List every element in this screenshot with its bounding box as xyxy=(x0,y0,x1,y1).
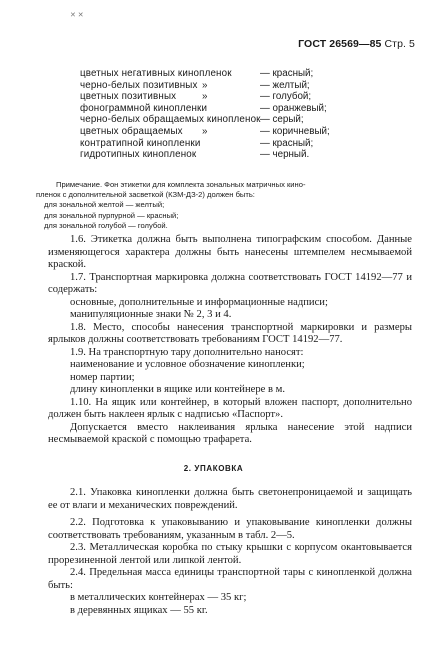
film-type: фонограммной кинопленки xyxy=(80,102,208,114)
label-color: — коричневый; xyxy=(260,125,330,137)
film-type: цветных позитивных xyxy=(80,91,177,103)
label-color: — красный; xyxy=(260,137,314,149)
note-line: Примечание. Фон этикетки для комплекта зональных матричных кино- xyxy=(56,180,306,189)
ditto-mark: » xyxy=(202,125,208,137)
list-item xyxy=(80,126,410,138)
list-item xyxy=(80,103,410,115)
clause-2-4-item: в деревянных ящиках — 55 кг. xyxy=(70,604,208,616)
clause-1-10: 1.10. На ящик или контейнер, в который вложен паспорт, дополнительно должен быть наклеен ярлык с надписью «Паспорт». xyxy=(48,396,412,420)
note-line: для зональной голубой — голубой. xyxy=(44,220,168,230)
clause-2-2: 2.2. Подготовка к упаковыванию и упаковывание кинопленки должны соответствовать требованиям, указанным в табл. 2—5. xyxy=(48,517,412,541)
clause-2-4-item: в металлических контейнерах — 35 кг; xyxy=(70,592,247,603)
ditto-mark: » xyxy=(202,79,208,91)
ditto-mark: » xyxy=(202,91,208,103)
note-block xyxy=(36,180,411,231)
list-item xyxy=(80,149,410,161)
section-title: 2. УПАКОВКА xyxy=(183,464,244,473)
label-color: — голубой; xyxy=(260,91,312,103)
clause-1-7-item: манипуляционные знаки № 2, 3 и 4. xyxy=(70,309,232,320)
clause-2-3: 2.3. Металлическая коробка по стыку крышки с корпусом окантовывается прорезиненной лентой или липкой лентой. xyxy=(48,542,412,566)
page-header xyxy=(298,38,415,50)
clause-1-6: 1.6. Этикетка должна быть выполнена типографским способом. Данные изменяющегося характера должны быть нанесены штемпелем несмываемой краской. xyxy=(48,234,412,270)
film-type: контратипной кинопленки xyxy=(80,137,201,149)
note-line: для зональной пурпурной — красный; xyxy=(44,210,179,220)
section-1-clauses xyxy=(48,234,412,447)
list-item xyxy=(80,80,410,92)
page-number: Стр. 5 xyxy=(384,38,415,50)
note-line: пленок с дополнительной засветкой (КЗМ-ДЗ-2) должен быть: xyxy=(36,190,255,200)
film-color-list xyxy=(80,68,410,161)
clause-1-7: 1.7. Транспортная маркировка должна соответствовать ГОСТ 14192—77 и содержать: xyxy=(48,271,412,295)
note-line: для зональной желтой — желтый; xyxy=(44,200,165,210)
list-item xyxy=(80,114,410,126)
clause-1-9-item: номер партии; xyxy=(70,371,135,383)
clause-1-8: 1.8. Место, способы нанесения транспортной маркировки и размеры ярлыков должны соответствовать требованиям ГОСТ 14192—77. xyxy=(48,321,412,345)
list-item xyxy=(80,138,410,150)
film-type: цветных обращаемых xyxy=(80,125,183,137)
list-item xyxy=(80,91,410,103)
section-2-clauses xyxy=(48,487,412,617)
clause-1-7-item: основные, дополнительные и информационные надписи; xyxy=(70,296,328,308)
label-color: — красный; xyxy=(260,68,314,79)
corner-mark: ✕ ✕ xyxy=(70,12,84,19)
film-type: черно-белых позитивных xyxy=(80,79,198,91)
label-color: — серый; xyxy=(260,114,304,126)
list-item xyxy=(80,68,410,80)
label-color: — черный. xyxy=(260,149,310,161)
film-type: черно-белых обращаемых кинопленок xyxy=(80,114,261,126)
label-color: — оранжевый; xyxy=(260,102,327,114)
clause-2-1: 2.1. Упаковка кинопленки должна быть светонепроницаемой и защищать ее от влаги и механических повреждений. xyxy=(48,487,412,511)
clause-1-9: 1.9. На транспортную тару дополнительно наносят: xyxy=(70,346,304,358)
clause-1-10-note: Допускается вместо наклеивания ярлыка нанесение этой надписи несмываемой краской с помощью трафарета. xyxy=(48,421,412,445)
film-type: цветных негативных кинопленок xyxy=(80,68,232,79)
clause-2-4: 2.4. Предельная масса единицы транспортной тары с кинопленкой должна быть: xyxy=(48,567,412,591)
film-type: гидротипных кинопленок xyxy=(80,149,197,161)
clause-1-9-item: наименование и условное обозначение кинопленки; xyxy=(70,359,305,370)
clause-1-9-item: длину кинопленки в ящике или контейнере в м. xyxy=(70,384,285,395)
standard-number: ГОСТ 26569—85 xyxy=(298,38,382,50)
label-color: — желтый; xyxy=(260,79,310,91)
